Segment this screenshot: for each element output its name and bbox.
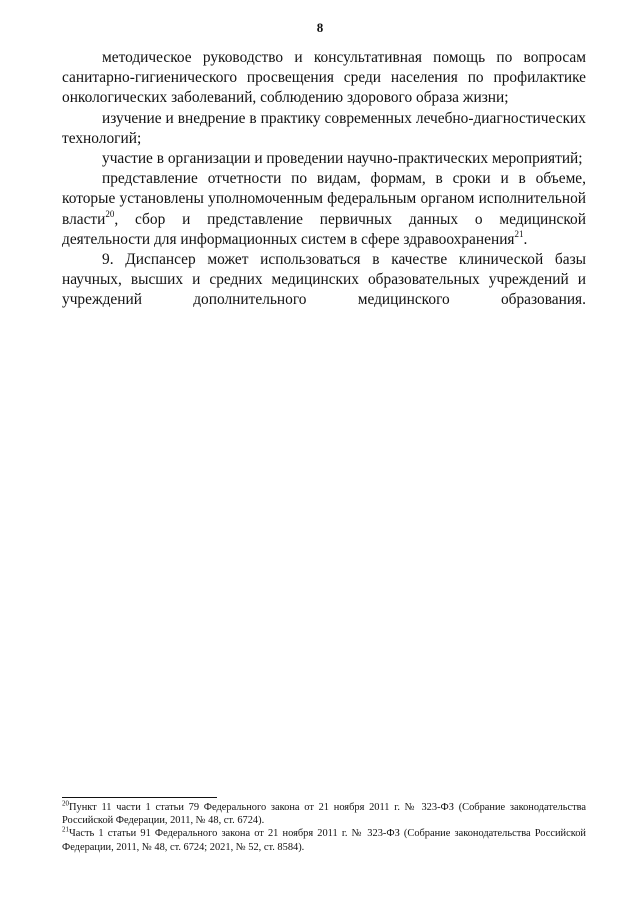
paragraph-technologies: изучение и внедрение в практику современных лечебно-диагностических технологий;: [62, 109, 586, 147]
paragraph-reporting: [62, 169, 586, 250]
paragraph-events: участие в организации и проведении научно-практических мероприятий;: [102, 150, 583, 168]
page-number: 8: [316, 20, 324, 35]
reporting-text-part-3: .: [523, 230, 528, 248]
footnotes-section: [62, 801, 586, 854]
footnote-divider: [62, 797, 217, 798]
footnote-number-20: 20: [62, 799, 69, 808]
footnote-21: [62, 827, 586, 853]
paragraph-methodical-guidance: методическое руководство и консультативная помощь по вопросам санитарно-гигиенического просвещения среди населения по профилактике онкологических заболеваний, соблюдению здорового образа жизни;: [62, 49, 586, 107]
footnote-ref-21[interactable]: 21: [514, 228, 524, 239]
footnote-text-20: Пункт 11 части 1 статьи 79 Федерального закона от 21 ноября 2011 г. № 323-ФЗ (Собрание законодательства Российской Федерации, 2011, № 48, ст. 6724).: [62, 802, 586, 827]
footnote-ref-20[interactable]: 20: [105, 208, 115, 219]
paragraph-clinical-base: 9. Диспансер может использоваться в качестве клинической базы научных, высших и средних медицинских образовательных учреждений и учреждений дополнительного медицинского образования.: [62, 251, 586, 309]
document-body: [62, 48, 586, 311]
footnote-20: [62, 801, 586, 827]
reporting-text-part-1: представление отчетности по видам, формам, в сроки и в объеме, которые установлены уполномоченным федеральным органом исполнительной власти: [62, 170, 586, 228]
footnote-text-21: Часть 1 статьи 91 Федерального закона от 21 ноября 2011 г. № 323-ФЗ (Собрание законодательства Российской Федерации, 2011, № 48, ст. 6724; 2021, № 52, ст. 8584).: [62, 828, 586, 853]
footnote-number-21: 21: [62, 825, 69, 834]
reporting-text-part-2: , сбор и представление первичных данных о медицинской деятельности для информационных систем в сфере здравоохранения: [62, 210, 586, 248]
